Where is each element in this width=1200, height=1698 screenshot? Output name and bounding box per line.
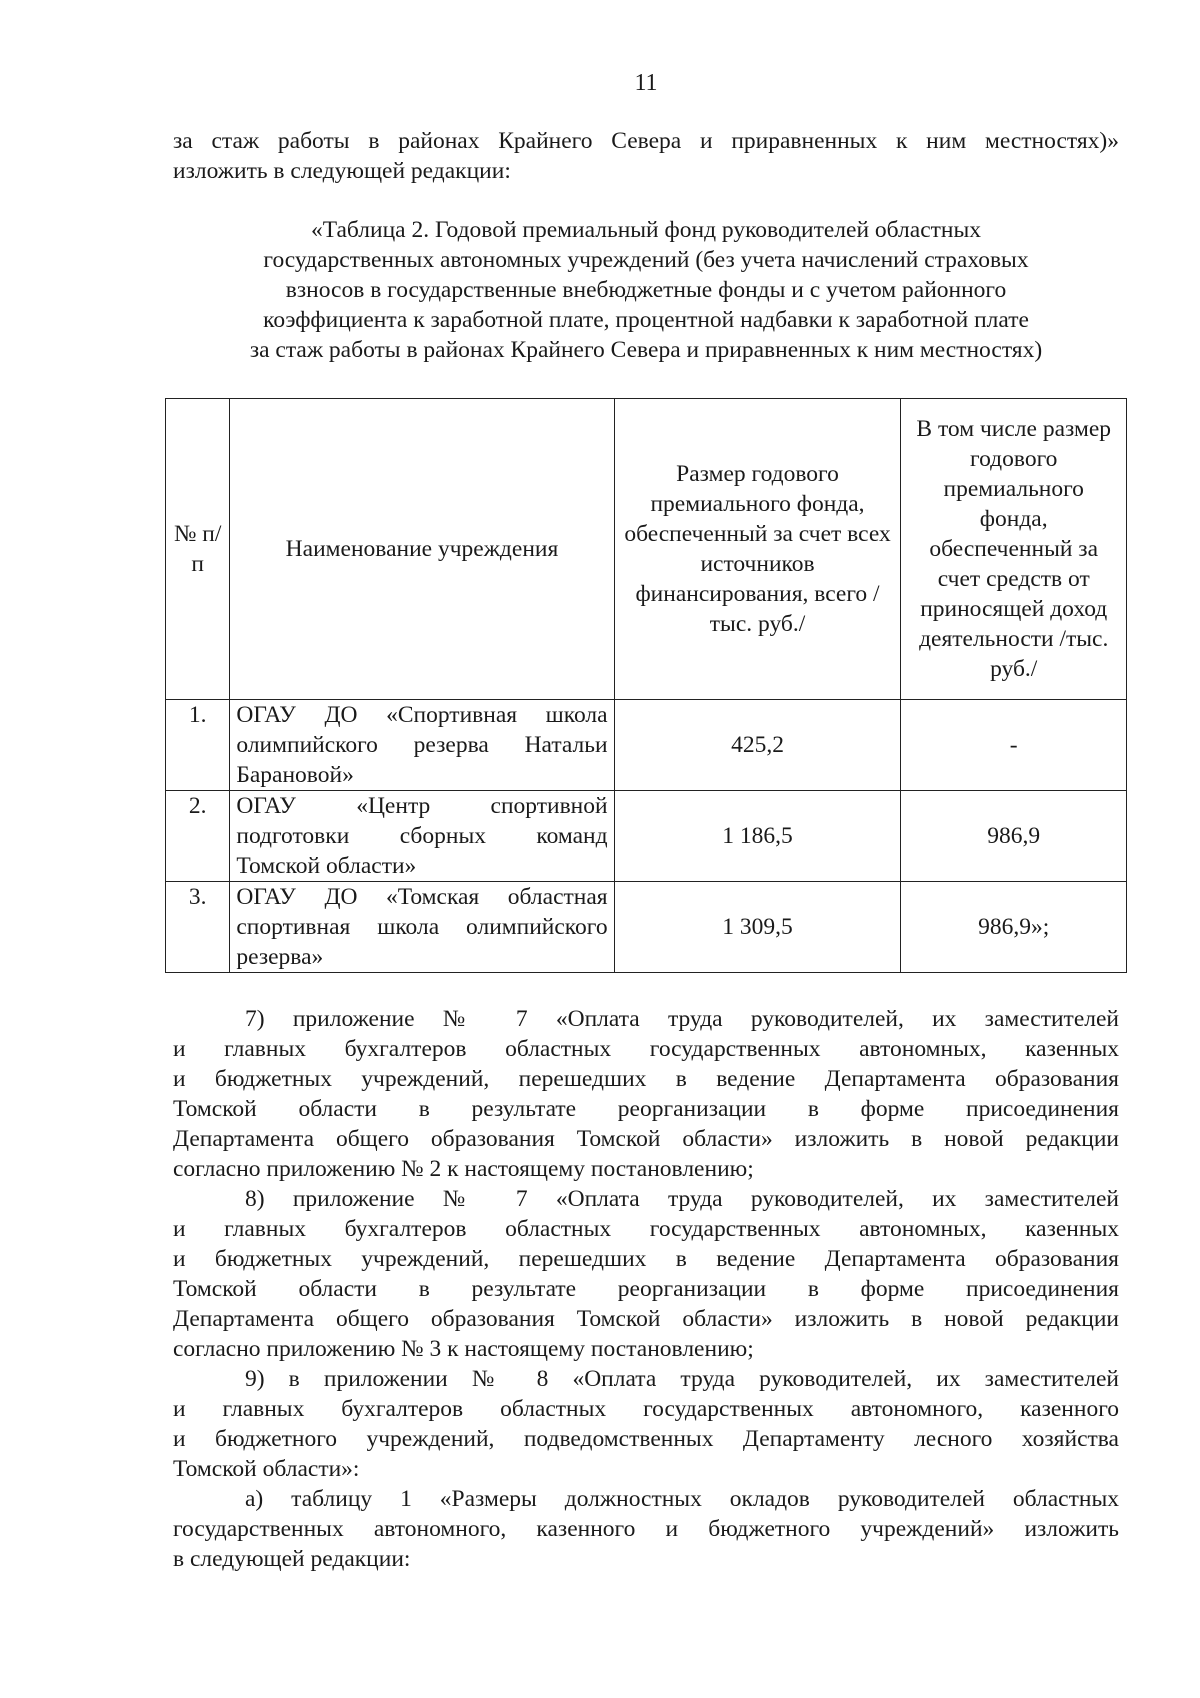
caption-line: государственных автономных учреждений (без учета начислений страховых bbox=[263, 247, 1029, 273]
row-total-fund: 1 309,5 bbox=[614, 882, 901, 973]
text-line: 7) приложение № 7 «Оплата труда руководителей, их заместителей bbox=[245, 1006, 1119, 1032]
caption-line: за стаж работы в районах Крайнего Севера и приравненных к ним местностях) bbox=[249, 337, 1043, 363]
text-line: а) таблицу 1 «Размеры должностных окладов руководителей областных bbox=[245, 1486, 1119, 1512]
text-line: Томской области»: bbox=[173, 1456, 360, 1482]
text-line: 8) приложение № 7 «Оплата труда руководителей, их заместителей bbox=[245, 1186, 1119, 1212]
row-income-fund: 986,9»; bbox=[901, 882, 1127, 973]
intro-paragraph bbox=[173, 126, 1119, 186]
paragraph-item-a bbox=[173, 1484, 1119, 1574]
row-institution-name: ОГАУ ДО «Спортивная школа олимпийского резерва Натальи Барановой» bbox=[230, 700, 614, 791]
row-income-fund: - bbox=[901, 700, 1127, 791]
row-number: 3. bbox=[166, 882, 230, 973]
row-institution-name: ОГАУ «Центр спортивной подготовки сборных команд Томской области» bbox=[230, 791, 614, 882]
text-line: Томской области в результате реорганизации в форме присоединения bbox=[173, 1096, 1119, 1122]
text-line: государственных автономного, казенного и бюджетного учреждений» изложить bbox=[173, 1516, 1119, 1542]
premium-fund-table bbox=[165, 398, 1127, 973]
text-line: Томской области в результате реорганизации в форме присоединения bbox=[173, 1276, 1119, 1302]
caption-line: коэффициента к заработной плате, процентной надбавки к заработной плате bbox=[263, 307, 1029, 333]
page-number: 11 bbox=[634, 70, 658, 96]
caption-line: «Таблица 2. Годовой премиальный фонд руководителей областных bbox=[310, 217, 982, 243]
text-line: и главных бухгалтеров областных государственных автономных, казенных bbox=[173, 1216, 1119, 1242]
text-line: и бюджетных учреждений, перешедших в ведение Департамента образования bbox=[173, 1066, 1119, 1092]
text-line: и главных бухгалтеров областных государственных автономного, казенного bbox=[173, 1396, 1119, 1422]
table-row bbox=[166, 700, 1127, 791]
text-line: в следующей редакции: bbox=[173, 1546, 411, 1572]
text-line: 9) в приложении № 8 «Оплата труда руководителей, их заместителей bbox=[245, 1366, 1119, 1392]
text-line: и бюджетных учреждений, перешедших в ведение Департамента образования bbox=[173, 1246, 1119, 1272]
header-number: № п/п bbox=[166, 399, 230, 700]
text-line: и главных бухгалтеров областных государственных автономных, казенных bbox=[173, 1036, 1119, 1062]
row-total-fund: 1 186,5 bbox=[614, 791, 901, 882]
text-line: согласно приложению № 2 к настоящему постановлению; bbox=[173, 1156, 754, 1182]
text-line: Департамента общего образования Томской области» изложить в новой редакции bbox=[173, 1126, 1119, 1152]
text-line: Департамента общего образования Томской области» изложить в новой редакции bbox=[173, 1306, 1119, 1332]
body-text bbox=[173, 1004, 1119, 1574]
intro-line: изложить в следующей редакции: bbox=[173, 158, 511, 184]
row-total-fund: 425,2 bbox=[614, 700, 901, 791]
header-total-fund: Размер годового премиального фонда, обеспеченный за счет всех источников финансирования, всего /тыс. руб./ bbox=[614, 399, 901, 700]
row-institution-name: ОГАУ ДО «Томская областная спортивная школа олимпийского резерва» bbox=[230, 882, 614, 973]
table-row bbox=[166, 882, 1127, 973]
caption-line: взносов в государственные внебюджетные фонды и с учетом районного bbox=[285, 277, 1007, 303]
paragraph-item-8 bbox=[173, 1184, 1119, 1364]
table-header-row bbox=[166, 399, 1127, 700]
header-name: Наименование учреждения bbox=[230, 399, 614, 700]
intro-line: за стаж работы в районах Крайнего Севера и приравненных к ним местностях)» bbox=[173, 128, 1119, 154]
paragraph-item-7 bbox=[173, 1004, 1119, 1184]
paragraph-item-9 bbox=[173, 1364, 1119, 1484]
table-row bbox=[166, 791, 1127, 882]
header-income-fund: В том числе размер годового премиального фонда, обеспеченный за счет средств от приносящей доход деятельности /тыс. руб./ bbox=[901, 399, 1127, 700]
text-line: и бюджетного учреждений, подведомственных Департаменту лесного хозяйства bbox=[173, 1426, 1119, 1452]
row-number: 2. bbox=[166, 791, 230, 882]
text-line: согласно приложению № 3 к настоящему постановлению; bbox=[173, 1336, 754, 1362]
table-caption bbox=[173, 215, 1119, 365]
row-income-fund: 986,9 bbox=[901, 791, 1127, 882]
row-number: 1. bbox=[166, 700, 230, 791]
